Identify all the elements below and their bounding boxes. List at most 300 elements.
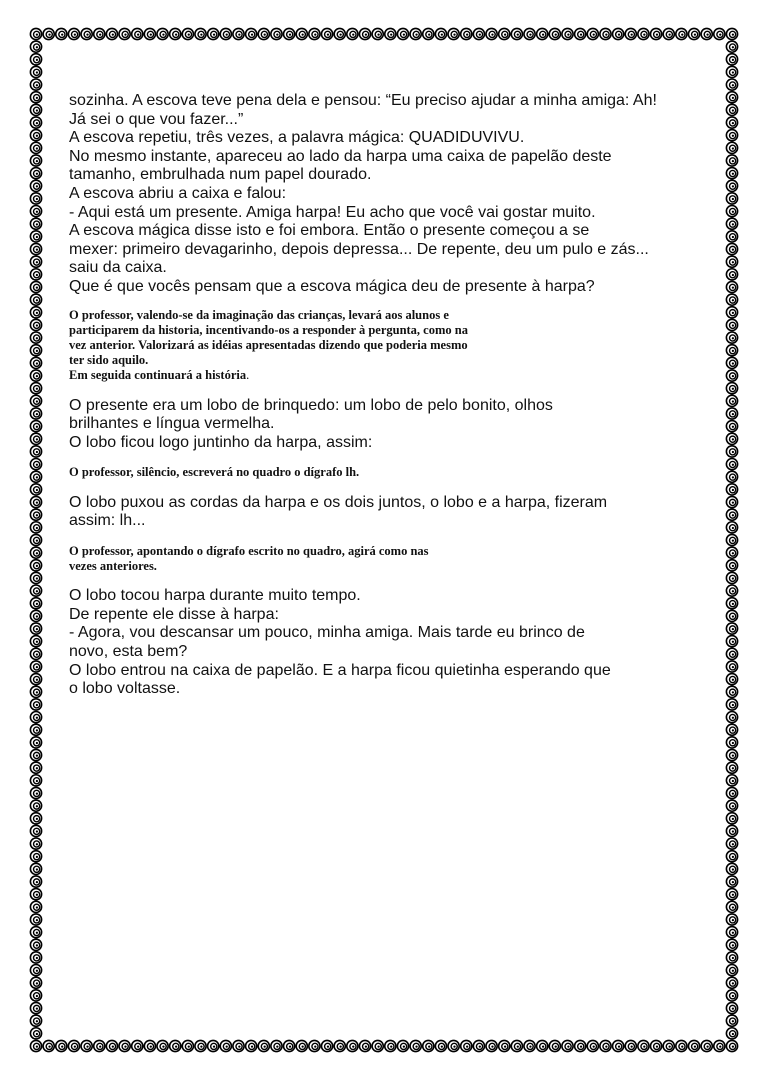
spiral-ornament: [726, 243, 737, 254]
spiral-ornament: [726, 901, 737, 912]
spiral-ornament: [30, 585, 41, 596]
spiral-ornament: [30, 256, 41, 267]
spiral-ornament: [397, 1040, 408, 1051]
spiral-ornament: [132, 28, 143, 39]
spiral-ornament: [726, 952, 737, 963]
spiral-ornament: [726, 383, 737, 394]
spiral-ornament: [30, 357, 41, 368]
spiral-ornament: [30, 851, 41, 862]
spiral-ornament: [30, 269, 41, 280]
spiral-ornament: [30, 927, 41, 938]
spiral-ornament: [726, 509, 737, 520]
spiral-ornament: [372, 1040, 383, 1051]
spiral-ornament: [726, 28, 737, 39]
spiral-ornament: [30, 180, 41, 191]
spiral-ornament: [511, 1040, 522, 1051]
spiral-ornament: [43, 28, 54, 39]
spiral-ornament: [726, 92, 737, 103]
spiral-ornament: [30, 345, 41, 356]
spiral-ornament: [726, 623, 737, 634]
spiral-ornament: [701, 28, 712, 39]
spiral-ornament: [562, 1040, 573, 1051]
story-part-4: [69, 587, 669, 699]
spiral-ornament: [726, 876, 737, 887]
spiral-ornament: [208, 1040, 219, 1051]
spiral-ornament: [726, 522, 737, 533]
spiral-ornament: [423, 1040, 434, 1051]
spiral-ornament: [714, 1040, 725, 1051]
spiral-ornament: [726, 256, 737, 267]
spiral-ornament: [68, 28, 79, 39]
spiral-ornament: [233, 1040, 244, 1051]
spiral-ornament: [30, 1040, 41, 1051]
note-line: ter sido aquilo.: [69, 353, 149, 368]
spiral-ornament: [30, 560, 41, 571]
spiral-ornament: [600, 1040, 611, 1051]
spiral-ornament: [30, 231, 41, 242]
spiral-ornament: [30, 130, 41, 141]
spiral-ornament: [309, 1040, 320, 1051]
spiral-ornament: [30, 459, 41, 470]
spiral-ornament: [726, 168, 737, 179]
story-line: No mesmo instante, apareceu ao lado da harpa uma caixa de papelão deste: [69, 147, 612, 165]
spiral-ornament: [726, 914, 737, 925]
story-line: sozinha. A escova teve pena dela e pensou: “Eu preciso ajudar a minha amiga: Ah!: [69, 92, 657, 109]
spiral-ornament: [726, 471, 737, 482]
spiral-ornament: [30, 598, 41, 609]
spiral-ornament: [638, 28, 649, 39]
spiral-ornament: [473, 28, 484, 39]
spiral-ornament: [30, 572, 41, 583]
spiral-ornament: [701, 1040, 712, 1051]
spiral-ornament: [726, 965, 737, 976]
spiral-ornament: [549, 28, 560, 39]
spiral-ornament: [30, 863, 41, 874]
spiral-ornament: [30, 1002, 41, 1013]
spiral-ornament: [359, 28, 370, 39]
spiral-ornament: [30, 408, 41, 419]
spiral-ornament: [258, 28, 269, 39]
spiral-ornament: [726, 370, 737, 381]
spiral-ornament: [726, 130, 737, 141]
spiral-ornament: [726, 408, 737, 419]
spiral-ornament: [726, 446, 737, 457]
spiral-ornament: [30, 41, 41, 52]
story-line: O presente era um lobo de brinquedo: um lobo de pelo bonito, olhos: [69, 396, 553, 414]
spiral-ornament: [81, 28, 92, 39]
spiral-ornament: [56, 28, 67, 39]
story-line: A escova repetiu, três vezes, a palavra mágica: QUADIDUVIVU.: [69, 129, 525, 147]
spiral-ornament: [30, 787, 41, 798]
story-line: brilhantes e língua vermelha.: [69, 415, 275, 433]
spiral-ornament: [283, 1040, 294, 1051]
spiral-ornament: [435, 1040, 446, 1051]
spiral-ornament: [30, 104, 41, 115]
document-body: [69, 92, 669, 699]
spiral-ornament: [170, 28, 181, 39]
teacher-note-2: [69, 465, 669, 480]
spiral-ornament: [30, 838, 41, 849]
spiral-ornament: [726, 142, 737, 153]
story-line: O lobo tocou harpa durante muito tempo.: [69, 587, 361, 605]
spiral-ornament: [30, 28, 41, 39]
spiral-ornament: [726, 787, 737, 798]
spiral-ornament: [726, 547, 737, 558]
spiral-ornament: [30, 965, 41, 976]
spiral-ornament: [726, 838, 737, 849]
note-line: O professor, apontando o dígrafo escrito no quadro, agirá como nas: [69, 543, 429, 558]
spiral-ornament: [726, 610, 737, 621]
spiral-ornament: [625, 28, 636, 39]
spiral-ornament: [30, 623, 41, 634]
spiral-ornament: [309, 28, 320, 39]
spiral-ornament: [258, 1040, 269, 1051]
spiral-ornament: [726, 79, 737, 90]
spiral-ornament: [726, 345, 737, 356]
spiral-ornament: [271, 1040, 282, 1051]
spiral-ornament: [461, 28, 472, 39]
spiral-ornament: [726, 1002, 737, 1013]
spiral-ornament: [726, 206, 737, 217]
note-line-period: .: [246, 368, 250, 383]
spiral-ornament: [30, 421, 41, 432]
spiral-ornament: [726, 269, 737, 280]
spiral-ornament: [575, 1040, 586, 1051]
spiral-ornament: [663, 28, 674, 39]
spiral-ornament: [30, 54, 41, 65]
spiral-ornament: [726, 598, 737, 609]
spiral-ornament: [726, 560, 737, 571]
spiral-ornament: [30, 1028, 41, 1039]
spiral-ornament: [726, 939, 737, 950]
spiral-ornament: [726, 357, 737, 368]
spiral-ornament: [726, 193, 737, 204]
story-line: tamanho, embrulhada num papel dourado.: [69, 166, 372, 184]
spiral-ornament: [726, 762, 737, 773]
spiral-ornament: [562, 28, 573, 39]
story-part-2: [69, 397, 669, 453]
spiral-ornament: [30, 370, 41, 381]
spiral-ornament: [726, 825, 737, 836]
spiral-ornament: [30, 117, 41, 128]
spiral-ornament: [726, 218, 737, 229]
story-line: Já sei o que vou fazer...”: [69, 110, 244, 128]
spiral-ornament: [638, 1040, 649, 1051]
spiral-ornament: [30, 901, 41, 912]
spiral-ornament: [726, 636, 737, 647]
spiral-ornament: [726, 927, 737, 938]
spiral-ornament: [600, 28, 611, 39]
spiral-ornament: [726, 686, 737, 697]
spiral-ornament: [423, 28, 434, 39]
spiral-ornament: [410, 28, 421, 39]
spiral-ornament: [385, 28, 396, 39]
spiral-ornament: [43, 1040, 54, 1051]
story-line: O lobo ficou logo juntinho da harpa, assim:: [69, 433, 373, 451]
spiral-ornament: [613, 1040, 624, 1051]
spiral-ornament: [726, 534, 737, 545]
spiral-ornament: [30, 1015, 41, 1026]
spiral-ornament: [486, 1040, 497, 1051]
spiral-ornament: [486, 28, 497, 39]
spiral-ornament: [170, 1040, 181, 1051]
spiral-ornament: [30, 737, 41, 748]
story-line: A escova abriu a caixa e falou:: [69, 184, 287, 202]
spiral-ornament: [726, 421, 737, 432]
spiral-ornament: [81, 1040, 92, 1051]
spiral-ornament: [195, 28, 206, 39]
spiral-ornament: [208, 28, 219, 39]
spiral-ornament: [30, 648, 41, 659]
spiral-ornament: [726, 180, 737, 191]
spiral-ornament: [726, 863, 737, 874]
note-line: [69, 368, 669, 383]
spiral-ornament: [296, 28, 307, 39]
spiral-ornament: [30, 712, 41, 723]
spiral-ornament: [397, 28, 408, 39]
story-line: Que é que vocês pensam que a escova mágica deu de presente à harpa?: [69, 277, 595, 295]
spiral-ornament: [575, 28, 586, 39]
spiral-ornament: [587, 1040, 598, 1051]
spiral-ornament: [30, 813, 41, 824]
spiral-ornament: [511, 28, 522, 39]
spiral-ornament: [30, 142, 41, 153]
teacher-note-1: [69, 308, 669, 384]
spiral-ornament: [537, 28, 548, 39]
spiral-ornament: [726, 395, 737, 406]
spiral-ornament: [56, 1040, 67, 1051]
story-line: A escova mágica disse isto e foi embora. Então o presente começou a se: [69, 222, 590, 240]
story-line: De repente ele disse à harpa:: [69, 605, 279, 623]
spiral-ornament: [650, 28, 661, 39]
spiral-ornament: [30, 977, 41, 988]
spiral-ornament: [30, 332, 41, 343]
spiral-ornament: [726, 496, 737, 507]
spiral-ornament: [524, 28, 535, 39]
spiral-ornament: [726, 674, 737, 685]
spiral-ornament: [625, 1040, 636, 1051]
spiral-ornament: [537, 1040, 548, 1051]
story-line: O lobo puxou as cordas da harpa e os dois juntos, o lobo e a harpa, fizeram: [69, 493, 608, 511]
story-line: - Agora, vou descansar um pouco, minha amiga. Mais tarde eu brinco de: [69, 624, 585, 642]
spiral-ornament: [334, 28, 345, 39]
spiral-ornament: [30, 825, 41, 836]
spiral-ornament: [676, 1040, 687, 1051]
spiral-ornament: [30, 775, 41, 786]
spiral-ornament: [726, 851, 737, 862]
spiral-ornament: [321, 1040, 332, 1051]
spiral-ornament: [347, 28, 358, 39]
spiral-ornament: [334, 1040, 345, 1051]
story-part-1: [69, 92, 669, 297]
spiral-ornament: [524, 1040, 535, 1051]
spiral-ornament: [30, 914, 41, 925]
spiral-ornament: [663, 1040, 674, 1051]
spiral-ornament: [726, 332, 737, 343]
spiral-ornament: [726, 889, 737, 900]
spiral-ornament: [30, 547, 41, 558]
spiral-ornament: [726, 231, 737, 242]
spiral-ornament: [246, 28, 257, 39]
spiral-ornament: [30, 193, 41, 204]
spiral-ornament: [726, 433, 737, 444]
spiral-ornament: [30, 749, 41, 760]
spiral-ornament: [30, 446, 41, 457]
spiral-ornament: [30, 674, 41, 685]
spiral-ornament: [30, 610, 41, 621]
spiral-ornament: [726, 104, 737, 115]
spiral-ornament: [726, 775, 737, 786]
spiral-ornament: [30, 762, 41, 773]
spiral-ornament: [726, 648, 737, 659]
spiral-ornament: [30, 294, 41, 305]
teacher-note-3: [69, 544, 669, 574]
spiral-ornament: [30, 800, 41, 811]
spiral-ornament: [30, 79, 41, 90]
spiral-ornament: [283, 28, 294, 39]
spiral-ornament: [726, 117, 737, 128]
spiral-ornament: [106, 28, 117, 39]
spiral-ornament: [473, 1040, 484, 1051]
spiral-ornament: [448, 28, 459, 39]
spiral-ornament: [94, 1040, 105, 1051]
spiral-ornament: [726, 585, 737, 596]
spiral-ornament: [726, 319, 737, 330]
spiral-ornament: [726, 977, 737, 988]
spiral-ornament: [448, 1040, 459, 1051]
spiral-ornament: [30, 522, 41, 533]
spiral-ornament: [68, 1040, 79, 1051]
spiral-ornament: [385, 1040, 396, 1051]
spiral-ornament: [30, 484, 41, 495]
spiral-ornament: [30, 383, 41, 394]
spiral-ornament: [182, 28, 193, 39]
story-line: o lobo voltasse.: [69, 680, 181, 698]
story-line: mexer: primeiro devagarinho, depois depressa... De repente, deu um pulo e zás...: [69, 240, 649, 258]
spiral-ornament: [359, 1040, 370, 1051]
spiral-ornament: [726, 737, 737, 748]
spiral-ornament: [30, 724, 41, 735]
spiral-ornament: [233, 28, 244, 39]
spiral-ornament: [30, 66, 41, 77]
spiral-ornament: [30, 307, 41, 318]
spiral-ornament: [549, 1040, 560, 1051]
spiral-ornament: [726, 66, 737, 77]
spiral-ornament: [30, 206, 41, 217]
spiral-ornament: [726, 712, 737, 723]
spiral-ornament: [726, 307, 737, 318]
spiral-ornament: [30, 889, 41, 900]
spiral-ornament: [30, 661, 41, 672]
story-line: - Aqui está um presente. Amiga harpa! Eu acho que você vai gostar muito.: [69, 203, 596, 221]
spiral-ornament: [372, 28, 383, 39]
spiral-ornament: [726, 41, 737, 52]
spiral-ornament: [726, 484, 737, 495]
spiral-ornament: [30, 218, 41, 229]
spiral-ornament: [688, 28, 699, 39]
spiral-ornament: [726, 572, 737, 583]
spiral-ornament: [30, 990, 41, 1001]
spiral-ornament: [726, 281, 737, 292]
spiral-ornament: [499, 28, 510, 39]
spiral-ornament: [106, 1040, 117, 1051]
story-part-3: [69, 494, 669, 531]
spiral-ornament: [726, 1040, 737, 1051]
spiral-ornament: [676, 28, 687, 39]
spiral-ornament: [726, 724, 737, 735]
spiral-ornament: [30, 939, 41, 950]
spiral-ornament: [613, 28, 624, 39]
note-line: vez anterior. Valorizará as idéias apresentadas dizendo que poderia mesmo: [69, 337, 468, 352]
spiral-ornament: [726, 749, 737, 760]
spiral-ornament: [461, 1040, 472, 1051]
spiral-ornament: [726, 1028, 737, 1039]
spiral-ornament: [30, 686, 41, 697]
spiral-ornament: [144, 28, 155, 39]
spiral-ornament: [30, 952, 41, 963]
spiral-ornament: [30, 281, 41, 292]
spiral-ornament: [321, 28, 332, 39]
spiral-ornament: [94, 28, 105, 39]
spiral-ornament: [30, 876, 41, 887]
spiral-ornament: [30, 319, 41, 330]
spiral-ornament: [30, 471, 41, 482]
spiral-ornament: [30, 168, 41, 179]
story-line: saiu da caixa.: [69, 259, 167, 277]
spiral-ornament: [182, 1040, 193, 1051]
story-line: O lobo entrou na caixa de papelão. E a harpa ficou quietinha esperando que: [69, 661, 611, 679]
spiral-ornament: [30, 92, 41, 103]
spiral-ornament: [726, 813, 737, 824]
spiral-ornament: [435, 28, 446, 39]
spiral-ornament: [30, 509, 41, 520]
spiral-ornament: [30, 433, 41, 444]
spiral-ornament: [714, 28, 725, 39]
spiral-ornament: [499, 1040, 510, 1051]
spiral-ornament: [119, 1040, 130, 1051]
spiral-ornament: [30, 243, 41, 254]
story-line: assim: lh...: [69, 512, 146, 530]
spiral-ornament: [119, 28, 130, 39]
spiral-ornament: [726, 800, 737, 811]
spiral-ornament: [726, 990, 737, 1001]
spiral-ornament: [30, 496, 41, 507]
spiral-ornament: [726, 155, 737, 166]
spiral-ornament: [246, 1040, 257, 1051]
spiral-ornament: [650, 1040, 661, 1051]
spiral-ornament: [30, 699, 41, 710]
note-line-text: Em seguida continuará a história: [69, 368, 247, 383]
spiral-ornament: [144, 1040, 155, 1051]
spiral-ornament: [30, 395, 41, 406]
spiral-ornament: [347, 1040, 358, 1051]
spiral-ornament: [726, 1015, 737, 1026]
spiral-ornament: [157, 28, 168, 39]
spiral-ornament: [726, 699, 737, 710]
spiral-ornament: [410, 1040, 421, 1051]
spiral-ornament: [220, 1040, 231, 1051]
note-line: O professor, valendo-se da imaginação das crianças, levará aos alunos e: [69, 307, 449, 322]
spiral-ornament: [132, 1040, 143, 1051]
spiral-ornament: [157, 1040, 168, 1051]
spiral-ornament: [296, 1040, 307, 1051]
spiral-ornament: [726, 459, 737, 470]
note-line: O professor, silêncio, escreverá no quadro o dígrafo lh.: [69, 465, 360, 480]
spiral-ornament: [220, 28, 231, 39]
story-line: novo, esta bem?: [69, 642, 188, 660]
spiral-ornament: [30, 636, 41, 647]
spiral-ornament: [587, 28, 598, 39]
